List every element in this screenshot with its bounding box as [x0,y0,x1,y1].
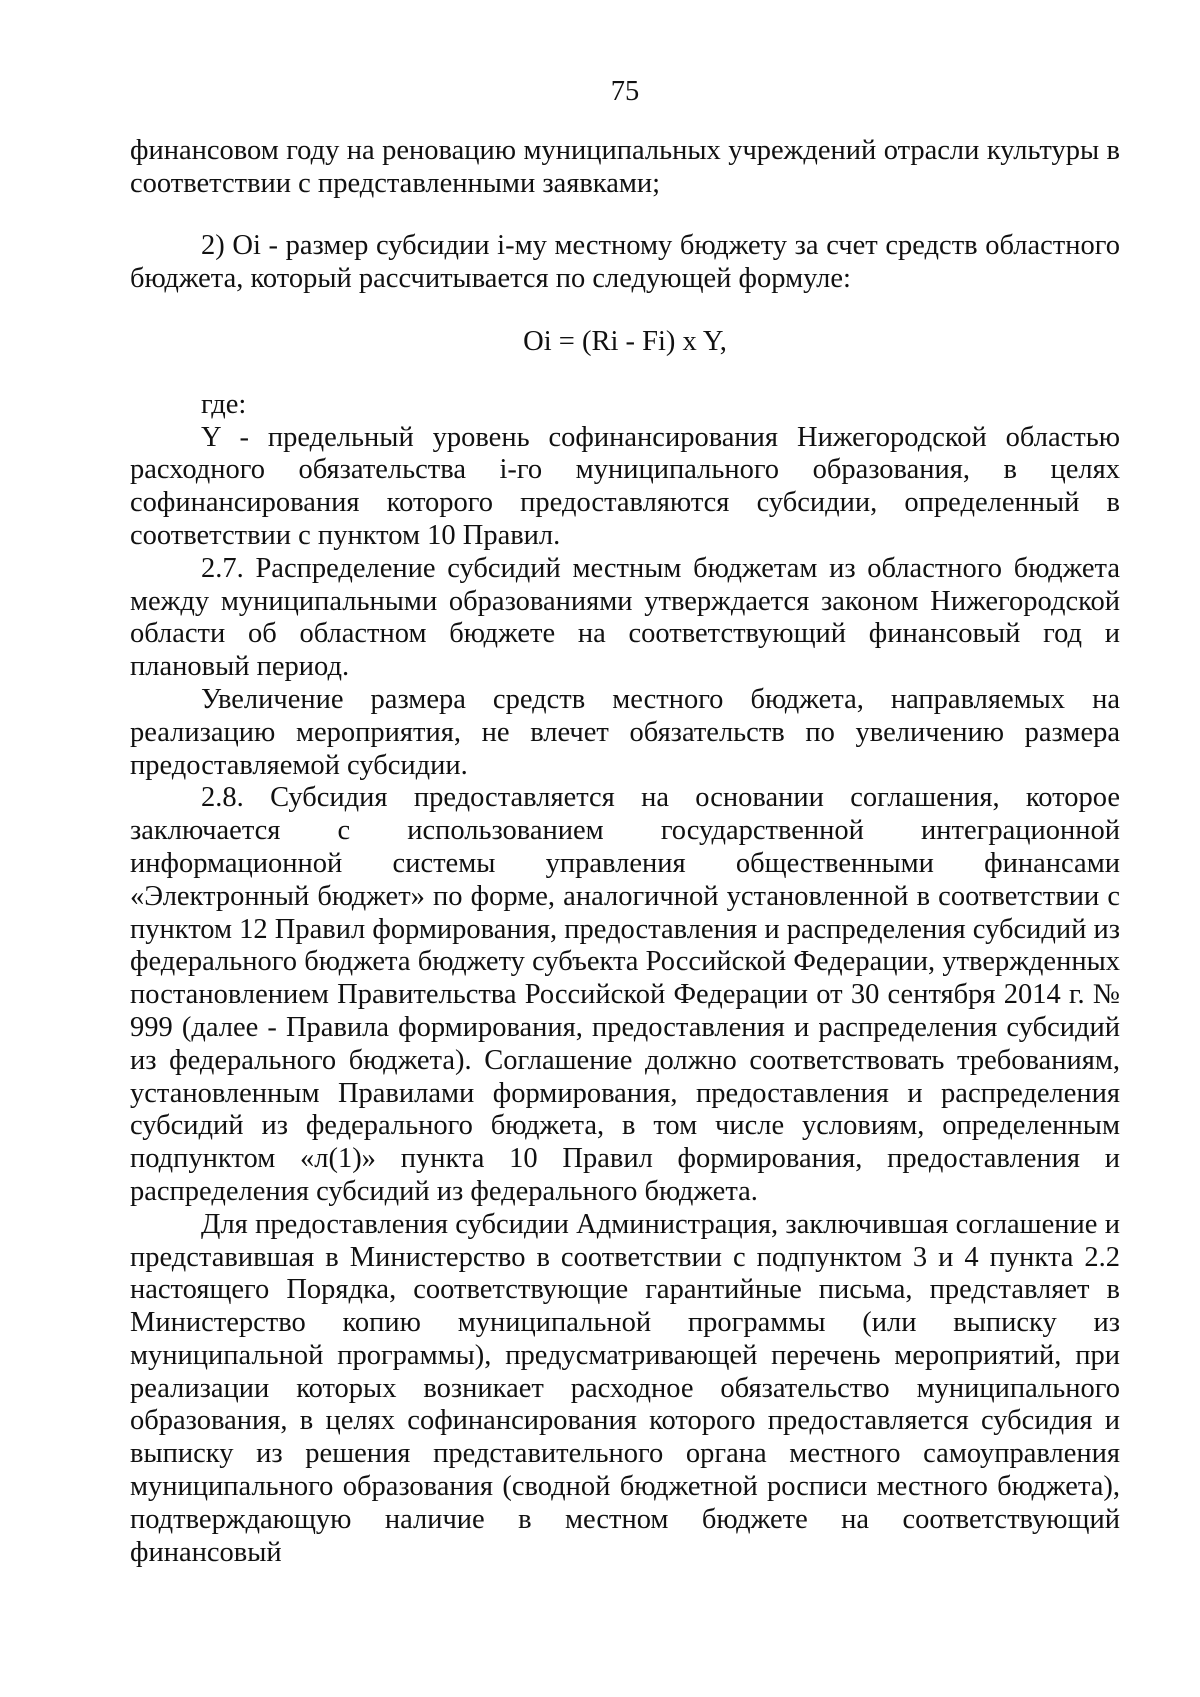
paragraph-2-8: 2.8. Субсидия предоставляется на основании соглашения, которое заключается с использованием государственной интеграционной информационной системы управления общественными финансами «Электронный бюджет» по форме, аналогичной установленной в соответствии с пунктом 12 Правил формирования, предоставления и распределения субсидий из федерального бюджета бюджету субъекта Российской Федерации, утвержденных постановлением Правительства Российской Федерации от 30 сентября 2014 г. № 999 (далее - Правила формирования, предоставления и распределения субсидий из федерального бюджета). Соглашение должно соответствовать требованиям, установленным Правилами формирования, предоставления и распределения субсидий из федерального бюджета, в том числе условиям, определенным подпунктом «л(1)» пункта 10 Правил формирования, предоставления и распределения субсидий из федерального бюджета. [130,782,1120,1207]
paragraph-continuation: финансовом году на реновацию муниципальных учреждений отрасли культуры в соответствии с представленными заявками; [130,134,1120,199]
formula: Oi = (Ri - Fi) x Y, [523,325,727,357]
paragraph-item-2: 2) Oi - размер субсидии i-му местному бюджету за счет средств областного бюджета, который рассчитывается по следующей формуле: [130,230,1120,295]
page-number: 75 [610,76,640,107]
paragraph-increase: Увеличение размера средств местного бюджета, направляемых на реализацию мероприятия, не влечет обязательств по увеличению размера предоставляемой субсидии. [130,683,1120,781]
paragraph-where: где: [201,388,247,420]
paragraph-2-7: 2.7. Распределение субсидий местным бюджетам из областного бюджета между муниципальными образованиями утверждается законом Нижегородской области об областном бюджете на соответствующий финансовый год и плановый период. [130,552,1120,683]
paragraph-y-definition: Y - предельный уровень софинансирования Нижегородской областью расходного обязательства i-го муниципального образования, в целях софинансирования которого предоставляются субсидии, определенный в соответствии с пунктом 10 Правил. [130,421,1120,551]
paragraph-documents: Для предоставления субсидии Администрация, заключившая соглашение и представившая в Министерство в соответствии с подпунктом 3 и 4 пункта 2.2 настоящего Порядка, соответствующие гарантийные письма, представляет в Министерство копию муниципальной программы (или выписку из муниципальной программы), предусматривающей перечень мероприятий, при реализации которых возникает расходное обязательство муниципального образования, в целях софинансирования которого предоставляется субсидия и выписку из решения представительного органа местного самоуправления муниципального образования (сводной бюджетной росписи местного бюджета), подтверждающую наличие в местном бюджете на соответствующий финансовый [130,1208,1120,1568]
